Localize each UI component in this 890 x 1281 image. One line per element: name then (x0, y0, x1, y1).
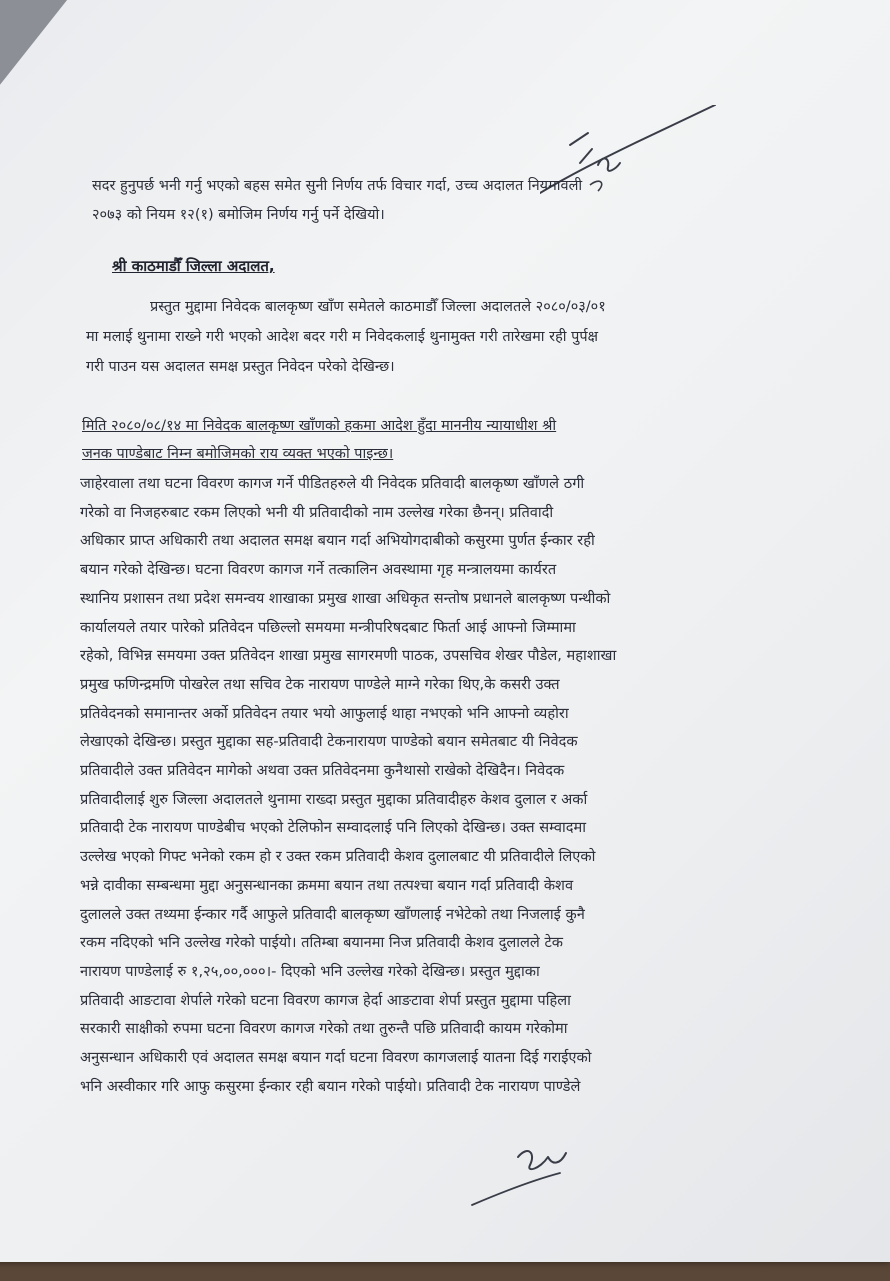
page-corner-shadow (0, 0, 75, 110)
body-line: बयान गरेको देखिन्छ। घटना विवरण कागज गर्ने तत्कालिन अवस्थामा गृह मन्त्रालयमा कार्यरत (80, 561, 557, 579)
body-line: प्रतिवादी आङटावा शेर्पाले गरेको घटना विवरण कागज हेर्दा आङटावा शेर्पा प्रस्तुत मुद्दामा पहिला (80, 991, 571, 1009)
body-line: प्रतिवेदनको समानान्तर अर्को प्रतिवेदन तयार भयो आफुलाई थाहा नभएको भनि आफ्नो व्यहोरा (80, 704, 569, 722)
body-line: भन्ने दावीका सम्बन्धमा मुद्दा अनुसन्धानका क्रममा बयान तथा तत्पश्चा बयान गर्दा प्रतिवादी केशव (80, 876, 574, 894)
body-line: कार्यालयले तयार पारेको प्रतिवेदन पछिल्लो समयमा मन्त्रीपरिषदबाट फिर्ता आई आफ्नो जिम्मामा (80, 618, 576, 636)
body-line: रकम नदिएको भनि उल्लेख गरेको पाईयो। ततिम्बा बयानमा निज प्रतिवादी केशव दुलालले टेक (80, 934, 564, 952)
court-heading: श्री काठमाडौँ जिल्ला अदालत, (112, 257, 275, 275)
body-line: अधिकार प्राप्त अधिकारी तथा अदालत समक्ष बयान गर्दा अभियोगदाबीको कसुरमा पुर्णत ईन्कार रही (80, 532, 595, 550)
intro-line: सदर हुनुपर्छ भनी गर्नु भएको बहस समेत सुनी निर्णय तर्फ विचार गर्दा, उच्च अदालत नियमावली (92, 178, 583, 194)
body-line: गरेको वा निजहरुबाट रकम लिएको भनी यी प्रतिवादीको नाम उल्लेख गरेका छैनन्। प्रतिवादी (80, 503, 554, 521)
body-line: स्थानिय प्रशासन तथा प्रदेश समन्वय शाखाका प्रमुख शाखा अधिकृत सन्तोष प्रधानले बालकृष्ण पन्थीको (80, 589, 611, 607)
body-line: प्रतिवादी टेक नारायण पाण्डेबीच भएको टेलिफोन सम्वादलाई पनि लिएको देखिन्छ। उक्त सम्वादमा (80, 819, 587, 837)
body-line: जाहेरवाला तथा घटना विवरण कागज गर्ने पीडितहरुले यी निवेदक प्रतिवादी बालकृष्ण खाँणले ठगी (80, 475, 585, 492)
body-line: रहेको, विभिन्न समयमा उक्त प्रतिवेदन शाखा प्रमुख सागरमणी पाठक, उपसचिव शेखर पौडेल, महाशाखा (80, 647, 617, 665)
body-line: सरकारी साक्षीको रुपमा घटना विवरण कागज गरेको तथा तुरुन्तै पछि प्रतिवादी कायम गरेकोमा (80, 1020, 568, 1038)
order-date-heading (82, 412, 556, 468)
court-paragraph (86, 292, 606, 382)
body-line: दुलालले उक्त तथ्यमा ईन्कार गर्दै आफुले प्रतिवादी बालकृष्ण खाँणलाई नभेटेको तथा निजलाई कुनै (80, 905, 585, 923)
signature-mark-bottom (470, 1135, 590, 1215)
body-line: प्रमुख फणिन्द्रमणि पोखरेल तथा सचिव टेक नारायण पाण्डेले माग्ने गरेका थिए,के कसरी उक्त (80, 675, 560, 693)
body-line: उल्लेख भएको गिफ्ट भनेको रकम हो र उक्त रकम प्रतिवादी केशव दुलालबाट यी प्रतिवादीले लिएको (80, 848, 596, 866)
intro-paragraph (92, 172, 582, 229)
intro-line: २०७३ को नियम १२(१) बमोजिम निर्णय गर्नु पर्ने देखियो। (92, 206, 385, 223)
body-line: नारायण पाण्डेलाई रु १,२५,००,०००।- दिएको भनि उल्लेख गरेको देखिन्छ। प्रस्तुत मुद्दाका (80, 962, 540, 980)
underlined-line: मिति २०८०/०८/१४ मा निवेदक बालकृष्ण खाँणको हकमा आदेश हुँदा माननीय न्यायाधीश श्री (82, 418, 557, 434)
underlined-line: जनक पाण्डेबाट निम्न बमोजिमको राय व्यक्त भएको पाइन्छ। (82, 446, 394, 462)
court-line: प्रस्तुत मुद्दामा निवेदक बालकृष्ण खाँण समेतले काठमाडौँ जिल्ला अदालतले २०८०/०३/०१ (150, 299, 606, 315)
court-line: मा मलाई थुनामा राख्ने गरी भएको आदेश बदर गरी म निवेदकलाई थुनामुक्त गरी तारेखमा रही पुर्पक्ष (86, 329, 599, 345)
body-line: प्रतिवादीलाई शुरु जिल्ला अदालतले थुनामा राख्दा प्रस्तुत मुद्दाका प्रतिवादीहरु केशव दुलाल र अर्का (80, 790, 588, 808)
body-line: भनि अस्वीकार गरि आफु कसुरमा ईन्कार रही बयान गरेको पाईयो। प्रतिवादी टेक नारायण पाण्डेले (80, 1077, 581, 1095)
court-line: गरी पाउन यस अदालत समक्ष प्रस्तुत निवेदन परेको देखिन्छ। (86, 359, 395, 375)
body-paragraph (80, 470, 616, 1101)
body-line: अनुसन्धान अधिकारी एवं अदालत समक्ष बयान गर्दा घटना विवरण कागजलाई यातना दिई गराईएको (80, 1049, 592, 1067)
body-line: लेखाएको देखिन्छ। प्रस्तुत मुद्दाका सह-प्रतिवादी टेकनारायण पाण्डेको बयान समेतबाट यी निवेदक (80, 733, 578, 751)
body-line: प्रतिवादीले उक्त प्रतिवेदन मागेको अथवा उक्त प्रतिवेदनमा कुनैथासो राखेको देखिदैन। निवेदक (80, 762, 565, 780)
